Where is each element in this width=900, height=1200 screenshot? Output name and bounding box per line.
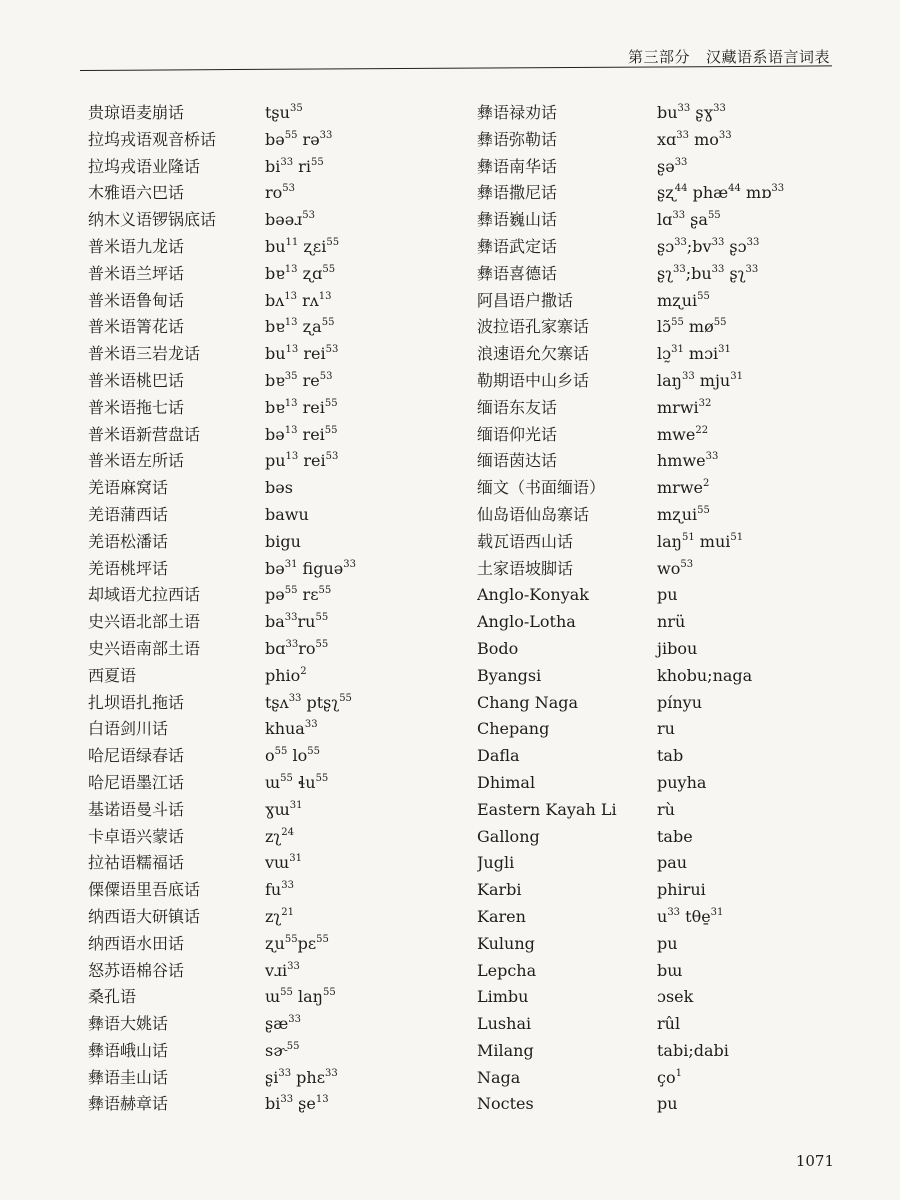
pronunciation: laŋ$^{33}$ mju$^{31}$ [657,370,743,390]
pronunciation: mrwi$^{32}$ [657,397,712,417]
pronunciation: bɐ$^{35}$ $re^{53}$ [265,370,333,390]
language-name: 勒期语中山乡话 [477,370,590,390]
pronunciation: $bu^{11}$ ʐɛi$^{55}$ [265,236,340,256]
pronunciation: $pu^{13}$ rei$^{53}$ [265,451,339,471]
pronunciation: jibou [657,638,698,658]
language-name: 彝语南华话 [477,156,558,176]
language-name: Lepcha [477,960,537,980]
language-name: 彝语大姚话 [88,1014,169,1034]
language-name: Anglo-Konyak [477,585,589,605]
pronunciation: bɐ$^{13}$ ʐa$^{55}$ [265,317,335,337]
language-name: 纳西语大研镇话 [88,906,201,926]
language-name: Eastern Kayah Li [477,799,617,819]
pronunciation: tʂu$^{35}$ [265,103,303,122]
language-name: Chang Naga [477,692,579,712]
language-name: 彝语赫章话 [88,1094,169,1114]
pronunciation: bə$^{13}$ rei$^{55}$ [265,424,338,444]
language-name: 傈僳语里吾底话 [88,880,201,900]
language-name: 贵琼语麦崩话 [88,103,185,122]
pronunciation: mʐui$^{55}$ [657,504,710,524]
pronunciation: bə$^{31}$ figuə$^{33}$ [265,558,356,578]
pronunciation: bawu [265,504,309,524]
pronunciation: $bi^{33}$ ʂe$^{13}$ [265,1094,329,1114]
language-name: 普米语新营盘话 [88,424,201,444]
pronunciation: laŋ$^{51}$ mui$^{51}$ [657,531,744,551]
language-name: 普米语箐花话 [88,317,185,337]
language-name: 却域语尤拉西话 [88,585,201,605]
page-number: 1071 [795,1152,834,1170]
pronunciation: khua$^{33}$ [265,719,318,739]
language-name: Jugli [477,853,515,873]
language-name: 西夏语 [88,665,137,685]
language-name: 普米语兰坪话 [88,263,185,283]
language-name: Lushai [477,1014,532,1034]
pronunciation: ʂi$^{33}$ phɛ$^{33}$ [265,1067,338,1087]
pronunciation: $ʂʅ^{33};bu^{33}$ ʂʅ$^{33}$ [657,263,759,283]
language-name: 缅语茵达话 [477,451,558,471]
pronunciation: ɣɯ$^{31}$ [265,799,303,819]
pronunciation: ʂʐ$^{44}$ phæ$^{44}$ mɒ$^{33}$ [657,183,785,203]
pronunciation: lɑ$^{33}$ ʂa$^{55}$ [657,210,721,230]
language-name: 普米语左所话 [88,451,185,471]
language-name: 哈尼语绿春话 [88,746,185,766]
pronunciation: xɑ$^{33}$ $mo^{33}$ [657,129,732,149]
pronunciation: vɯ$^{31}$ [265,853,302,873]
pronunciation: lɔ̰$^{31}$ mɔi$^{31}$ [657,344,731,364]
pronunciation: tabi;dabi [657,1040,729,1060]
pronunciation: $bu^{33}$ ʂɣ$^{33}$ [657,103,726,122]
language-name: Karbi [477,880,522,900]
pronunciation: ʂæ$^{33}$ [265,1014,301,1034]
language-name: 羌语桃坪话 [88,558,169,578]
language-name: 羌语麻窝话 [88,478,169,498]
pronunciation: $ço^1$ [657,1067,682,1087]
pronunciation: pau [657,853,688,873]
pronunciation: sɚ$^{55}$ [265,1040,300,1060]
pronunciation: $bɑ^{33}ro^{55}$ [265,638,329,658]
language-name: 阿昌语户撒话 [477,290,574,310]
pronunciation: bɯ [657,960,683,980]
language-name: Milang [477,1040,534,1060]
pronunciation: $bi^{33}$ $ri^{55}$ [265,156,324,176]
language-name: 彝语武定话 [477,236,558,256]
language-name: Bodo [477,638,519,658]
language-name: 彝语撒尼话 [477,183,558,203]
pronunciation: pu [657,933,678,953]
language-name: Gallong [477,826,540,846]
language-name: 木雅语六巴话 [88,183,185,203]
pronunciation: bəəɹ$^{53}$ [265,210,315,230]
language-name: 拉坞戎语观音桥话 [88,129,217,149]
language-name: 缅文（书面缅语） [477,478,606,498]
language-name: 彝语喜德话 [477,263,558,283]
language-name: Anglo-Lotha [477,612,576,632]
pronunciation: puyha [657,772,707,792]
pronunciation: zʅ$^{24}$ [265,826,294,846]
page-header [628,46,830,67]
pronunciation: bɐ$^{13}$ rei$^{55}$ [265,397,338,417]
language-name: 白语剑川话 [88,719,169,739]
language-name: 彝语弥勒话 [477,129,558,149]
language-name: 彝语峨山话 [88,1040,169,1060]
language-name: 哈尼语墨江话 [88,772,185,792]
pronunciation: rûl [657,1014,681,1034]
pronunciation: ɯ$^{55}$ ɬu$^{55}$ [265,772,329,792]
pronunciation: zʅ$^{21}$ [265,906,294,926]
pronunciation: $fu^{33}$ [265,880,294,900]
pronunciation: khobu;naga [657,665,753,685]
pronunciation: tʂʌ$^{33}$ ptʂʅ$^{55}$ [265,692,352,712]
language-name: 基诺语曼斗话 [88,799,185,819]
pronunciation: bə$^{55}$ rə$^{33}$ [265,129,333,149]
pronunciation: bəs [265,478,293,498]
pronunciation: $ro^{53}$ [265,183,296,203]
pronunciation: tab [657,746,684,766]
pronunciation: hmwe$^{33}$ [657,451,719,471]
pronunciation: ʐu$^{55}$pɛ$^{55}$ [265,933,329,953]
pronunciation: phio$^2$ [265,665,307,685]
language-name: 史兴语北部土语 [88,612,201,632]
pronunciation: $o^{55}$ $lo^{55}$ [265,746,320,766]
language-name: 普米语三岩龙话 [88,344,201,364]
pronunciation: pínyu [657,692,703,712]
pronunciation: tabe [657,826,693,846]
language-name: 浪速语允欠寨话 [477,344,590,364]
language-name: 普米语桃巴话 [88,370,185,390]
language-name: 波拉语孔家寨话 [477,317,590,337]
pronunciation: $u^{33}$ tθe̱$^{31}$ [657,906,724,926]
pronunciation: rù [657,799,675,819]
language-name: 羌语蒲西话 [88,504,169,524]
pronunciation: vɹi$^{33}$ [265,960,300,980]
language-name: Chepang [477,719,550,739]
pronunciation: bɐ$^{13}$ ʐɑ$^{55}$ [265,263,336,283]
language-name: 拉祜语糯福话 [88,853,185,873]
header-rule [80,65,832,71]
language-name: 缅语东友话 [477,397,558,417]
header-title: 汉藏语系语言词表 [705,48,830,66]
pronunciation: pə$^{55}$ rɛ$^{55}$ [265,585,332,605]
language-name: Noctes [477,1094,534,1114]
header-section: 第三部分 [627,48,690,66]
language-name: 拉坞戎语业隆话 [88,156,201,176]
language-name: Kulung [477,933,535,953]
language-name: Dhimal [477,772,536,792]
pronunciation: bʌ$^{13}$ rʌ$^{13}$ [265,290,332,310]
language-name: 普米语拖七话 [88,397,185,417]
pronunciation: pu [657,585,678,605]
pronunciation: ʂə$^{33}$ [657,156,688,176]
language-name: 缅语仰光话 [477,424,558,444]
pronunciation: pu [657,1094,678,1114]
language-name: 土家语坡脚话 [477,558,574,578]
language-name: 纳西语水田话 [88,933,185,953]
language-name: 纳木义语锣锅底话 [88,210,217,230]
language-name: 彝语禄劝话 [477,103,558,122]
language-name: Dafla [477,746,520,766]
language-name: 桑孔语 [88,987,137,1007]
language-name: 史兴语南部土语 [88,638,201,658]
pronunciation: bigu [265,531,301,551]
pronunciation: ɯ$^{55}$ laŋ$^{55}$ [265,987,336,1007]
pronunciation: $ba^{33}ru^{55}$ [265,612,329,632]
pronunciation: lɔ̃$^{55}$ $mø^{55}$ [657,317,727,337]
pronunciation: nrü [657,612,686,632]
language-name: Naga [477,1067,521,1087]
language-name: 仙岛语仙岛寨话 [477,504,590,524]
pronunciation: $ʂɔ^{33};bv^{33}$ ʂɔ$^{33}$ [657,236,760,256]
language-name: 普米语鲁甸话 [88,290,185,310]
pronunciation: $bu^{13}$ rei$^{53}$ [265,344,339,364]
language-name: 怒苏语棉谷话 [88,960,185,980]
pronunciation: $wo^{53}$ [657,558,694,578]
language-name: 彝语圭山话 [88,1067,169,1087]
language-name: 卡卓语兴蒙话 [88,826,185,846]
pronunciation: mʐui$^{55}$ [657,290,710,310]
language-name: 载瓦语西山话 [477,531,574,551]
language-name: 羌语松潘话 [88,531,169,551]
language-name: 扎坝语扎拖话 [88,692,185,712]
pronunciation: mrwe$^2$ [657,478,710,498]
pronunciation: ɔsek [657,987,694,1007]
pronunciation: phirui [657,880,706,900]
pronunciation: mwe$^{22}$ [657,424,709,444]
language-name: 普米语九龙话 [88,236,185,256]
language-name: Karen [477,906,526,926]
language-name: Limbu [477,987,529,1007]
language-name: Byangsi [477,665,542,685]
language-name: 彝语巍山话 [477,210,558,230]
pronunciation: ru [657,719,675,739]
